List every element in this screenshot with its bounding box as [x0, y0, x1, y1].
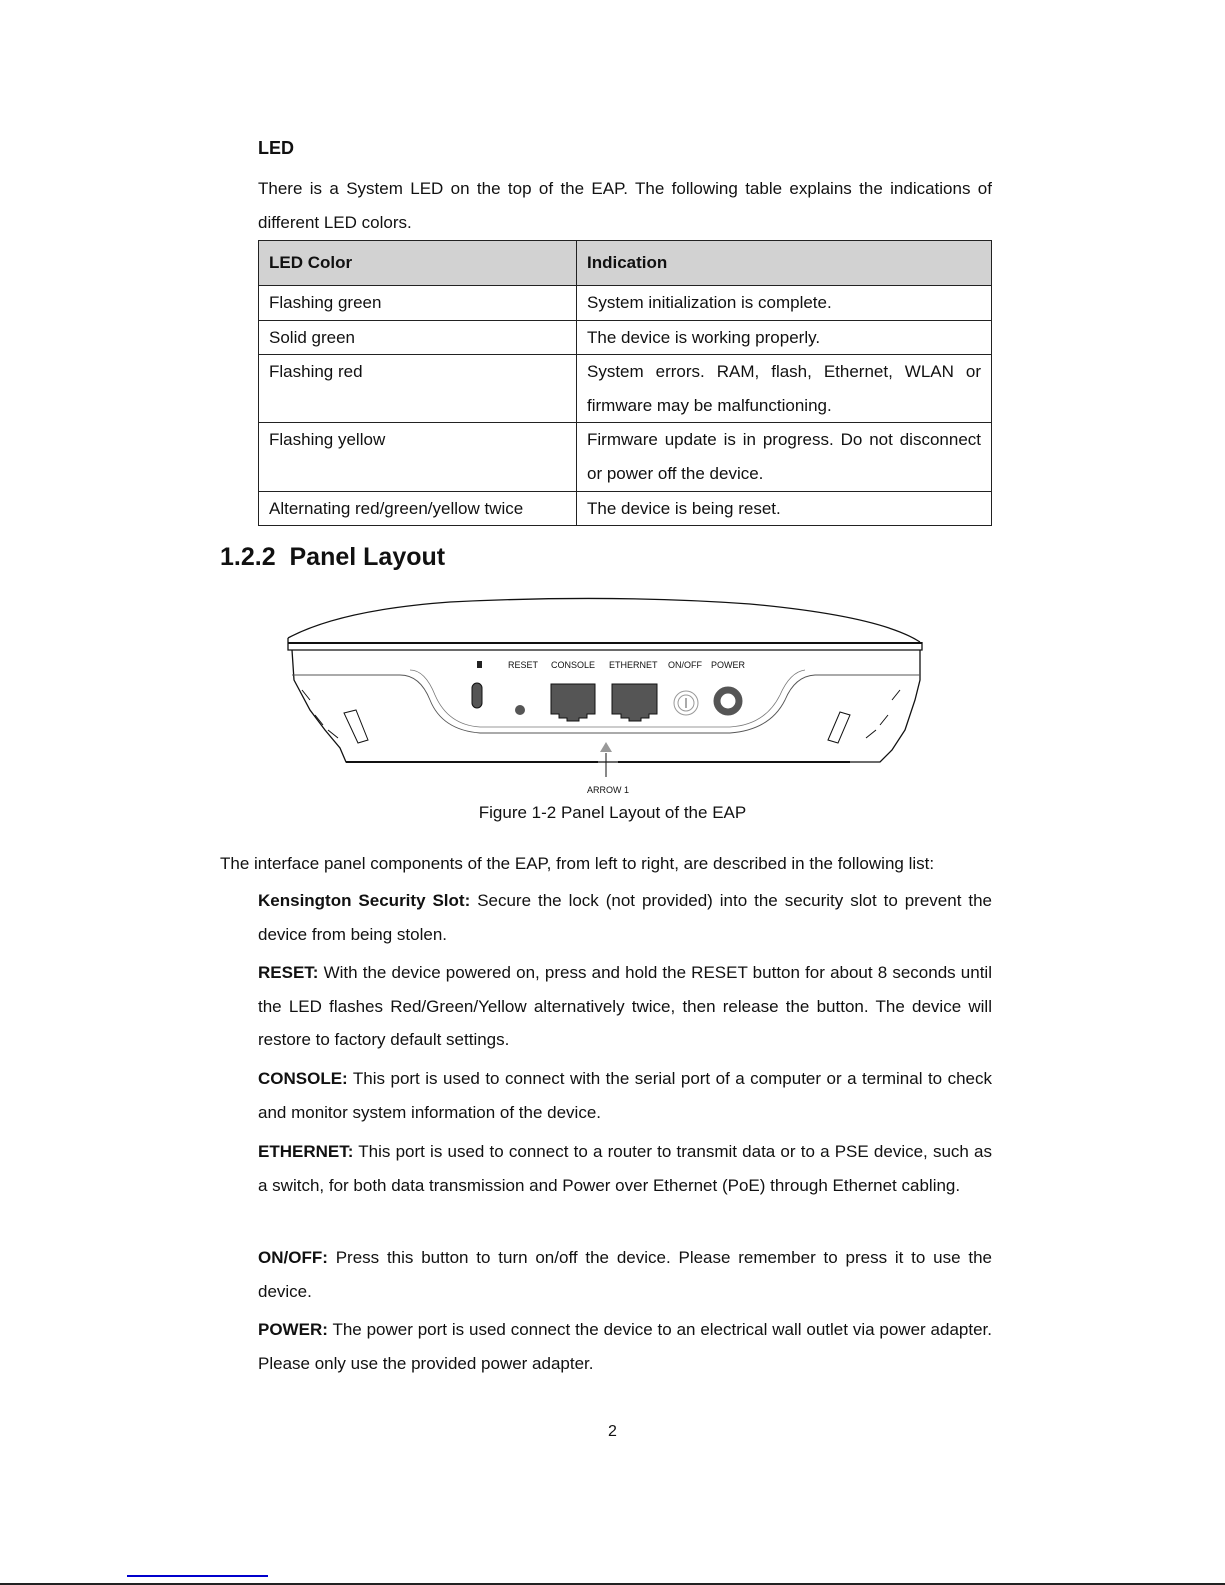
item-term: ETHERNET:: [258, 1142, 354, 1161]
reset-button-icon: [515, 705, 525, 715]
page-number: 2: [608, 1423, 617, 1440]
indication-cell: System errors. RAM, flash, Ethernet, WLAN or firmware may be malfunctioning.: [577, 355, 992, 423]
label-power: POWER: [711, 660, 746, 670]
led-table: [258, 240, 992, 526]
header-indication: Indication: [577, 241, 992, 286]
indication-cell: The device is being reset.: [577, 491, 992, 526]
arrow-icon: [600, 742, 612, 752]
list-item-onoff: [258, 1241, 992, 1308]
indication-cell: The device is working properly.: [577, 320, 992, 355]
kensington-lock-icon: [472, 661, 482, 708]
indication-cell: System initialization is complete.: [577, 286, 992, 321]
item-term: POWER:: [258, 1320, 328, 1339]
console-port-icon: [551, 684, 595, 721]
led-color-cell: Flashing green: [259, 286, 577, 321]
figure-caption: Figure 1-2 Panel Layout of the EAP: [478, 803, 747, 822]
arrow-label: ARROW 1: [587, 785, 630, 795]
list-item-ethernet: [258, 1135, 992, 1202]
table-header-row: [259, 241, 992, 286]
panel-layout-figure: [280, 590, 940, 805]
table-row: [259, 320, 992, 355]
item-desc: This port is used to connect to a router to transmit data or to a PSE device, such as a switch, for both data transmission and Power over Ethernet (PoE) through Ethernet cabling.: [258, 1142, 992, 1195]
led-color-cell: Flashing yellow: [259, 423, 577, 491]
power-switch-icon: [674, 691, 698, 715]
item-term: CONSOLE:: [258, 1069, 348, 1088]
table-row: [259, 423, 992, 491]
list-item-power: [258, 1313, 992, 1380]
item-desc: Secure the lock (not provided) into the security slot to prevent the device from being stolen.: [258, 891, 992, 944]
panel-layout-heading: 1.2.2 Panel Layout: [220, 543, 446, 571]
label-ethernet: ETHERNET: [609, 660, 658, 670]
item-desc: This port is used to connect with the serial port of a computer or a terminal to check and monitor system information of the device.: [258, 1069, 992, 1122]
label-onoff: ON/OFF: [668, 660, 702, 670]
led-color-cell: Flashing red: [259, 355, 577, 423]
list-item-kensington: [258, 884, 992, 951]
indication-cell: Firmware update is in progress. Do not disconnect or power off the device.: [577, 423, 992, 491]
list-item-console: [258, 1062, 992, 1129]
led-color-cell: Solid green: [259, 320, 577, 355]
item-term: RESET:: [258, 963, 319, 982]
led-intro: There is a System LED on the top of the EAP. The following table explains the indications of different LED colors.: [258, 179, 992, 232]
ethernet-port-icon: [612, 684, 657, 721]
item-term: ON/OFF:: [258, 1248, 328, 1267]
header-led-color: LED Color: [259, 241, 577, 286]
led-heading: LED: [258, 138, 294, 158]
label-console: CONSOLE: [551, 660, 596, 670]
label-reset: RESET: [508, 660, 539, 670]
list-item-reset: [258, 956, 992, 1057]
item-desc: With the device powered on, press and hold the RESET button for about 8 seconds until the LED flashes Red/Green/Yellow alternatively twice, then release the button. The device will restore to factory default settings.: [258, 963, 992, 1050]
item-desc: The power port is used connect the device to an electrical wall outlet via power adapter. Please only use the provided power adapter.: [258, 1320, 992, 1373]
link-underline: [127, 1575, 268, 1577]
power-port-icon: [717, 690, 739, 712]
table-row: [259, 355, 992, 423]
panel-intro: The interface panel components of the EAP, from left to right, are described in the following list:: [220, 854, 935, 873]
led-color-cell: Alternating red/green/yellow twice: [259, 491, 577, 526]
table-row: [259, 491, 992, 526]
item-desc: Press this button to turn on/off the device. Please remember to press it to use the device.: [258, 1248, 992, 1301]
item-term: Kensington Security Slot:: [258, 891, 471, 910]
table-row: [259, 286, 992, 321]
